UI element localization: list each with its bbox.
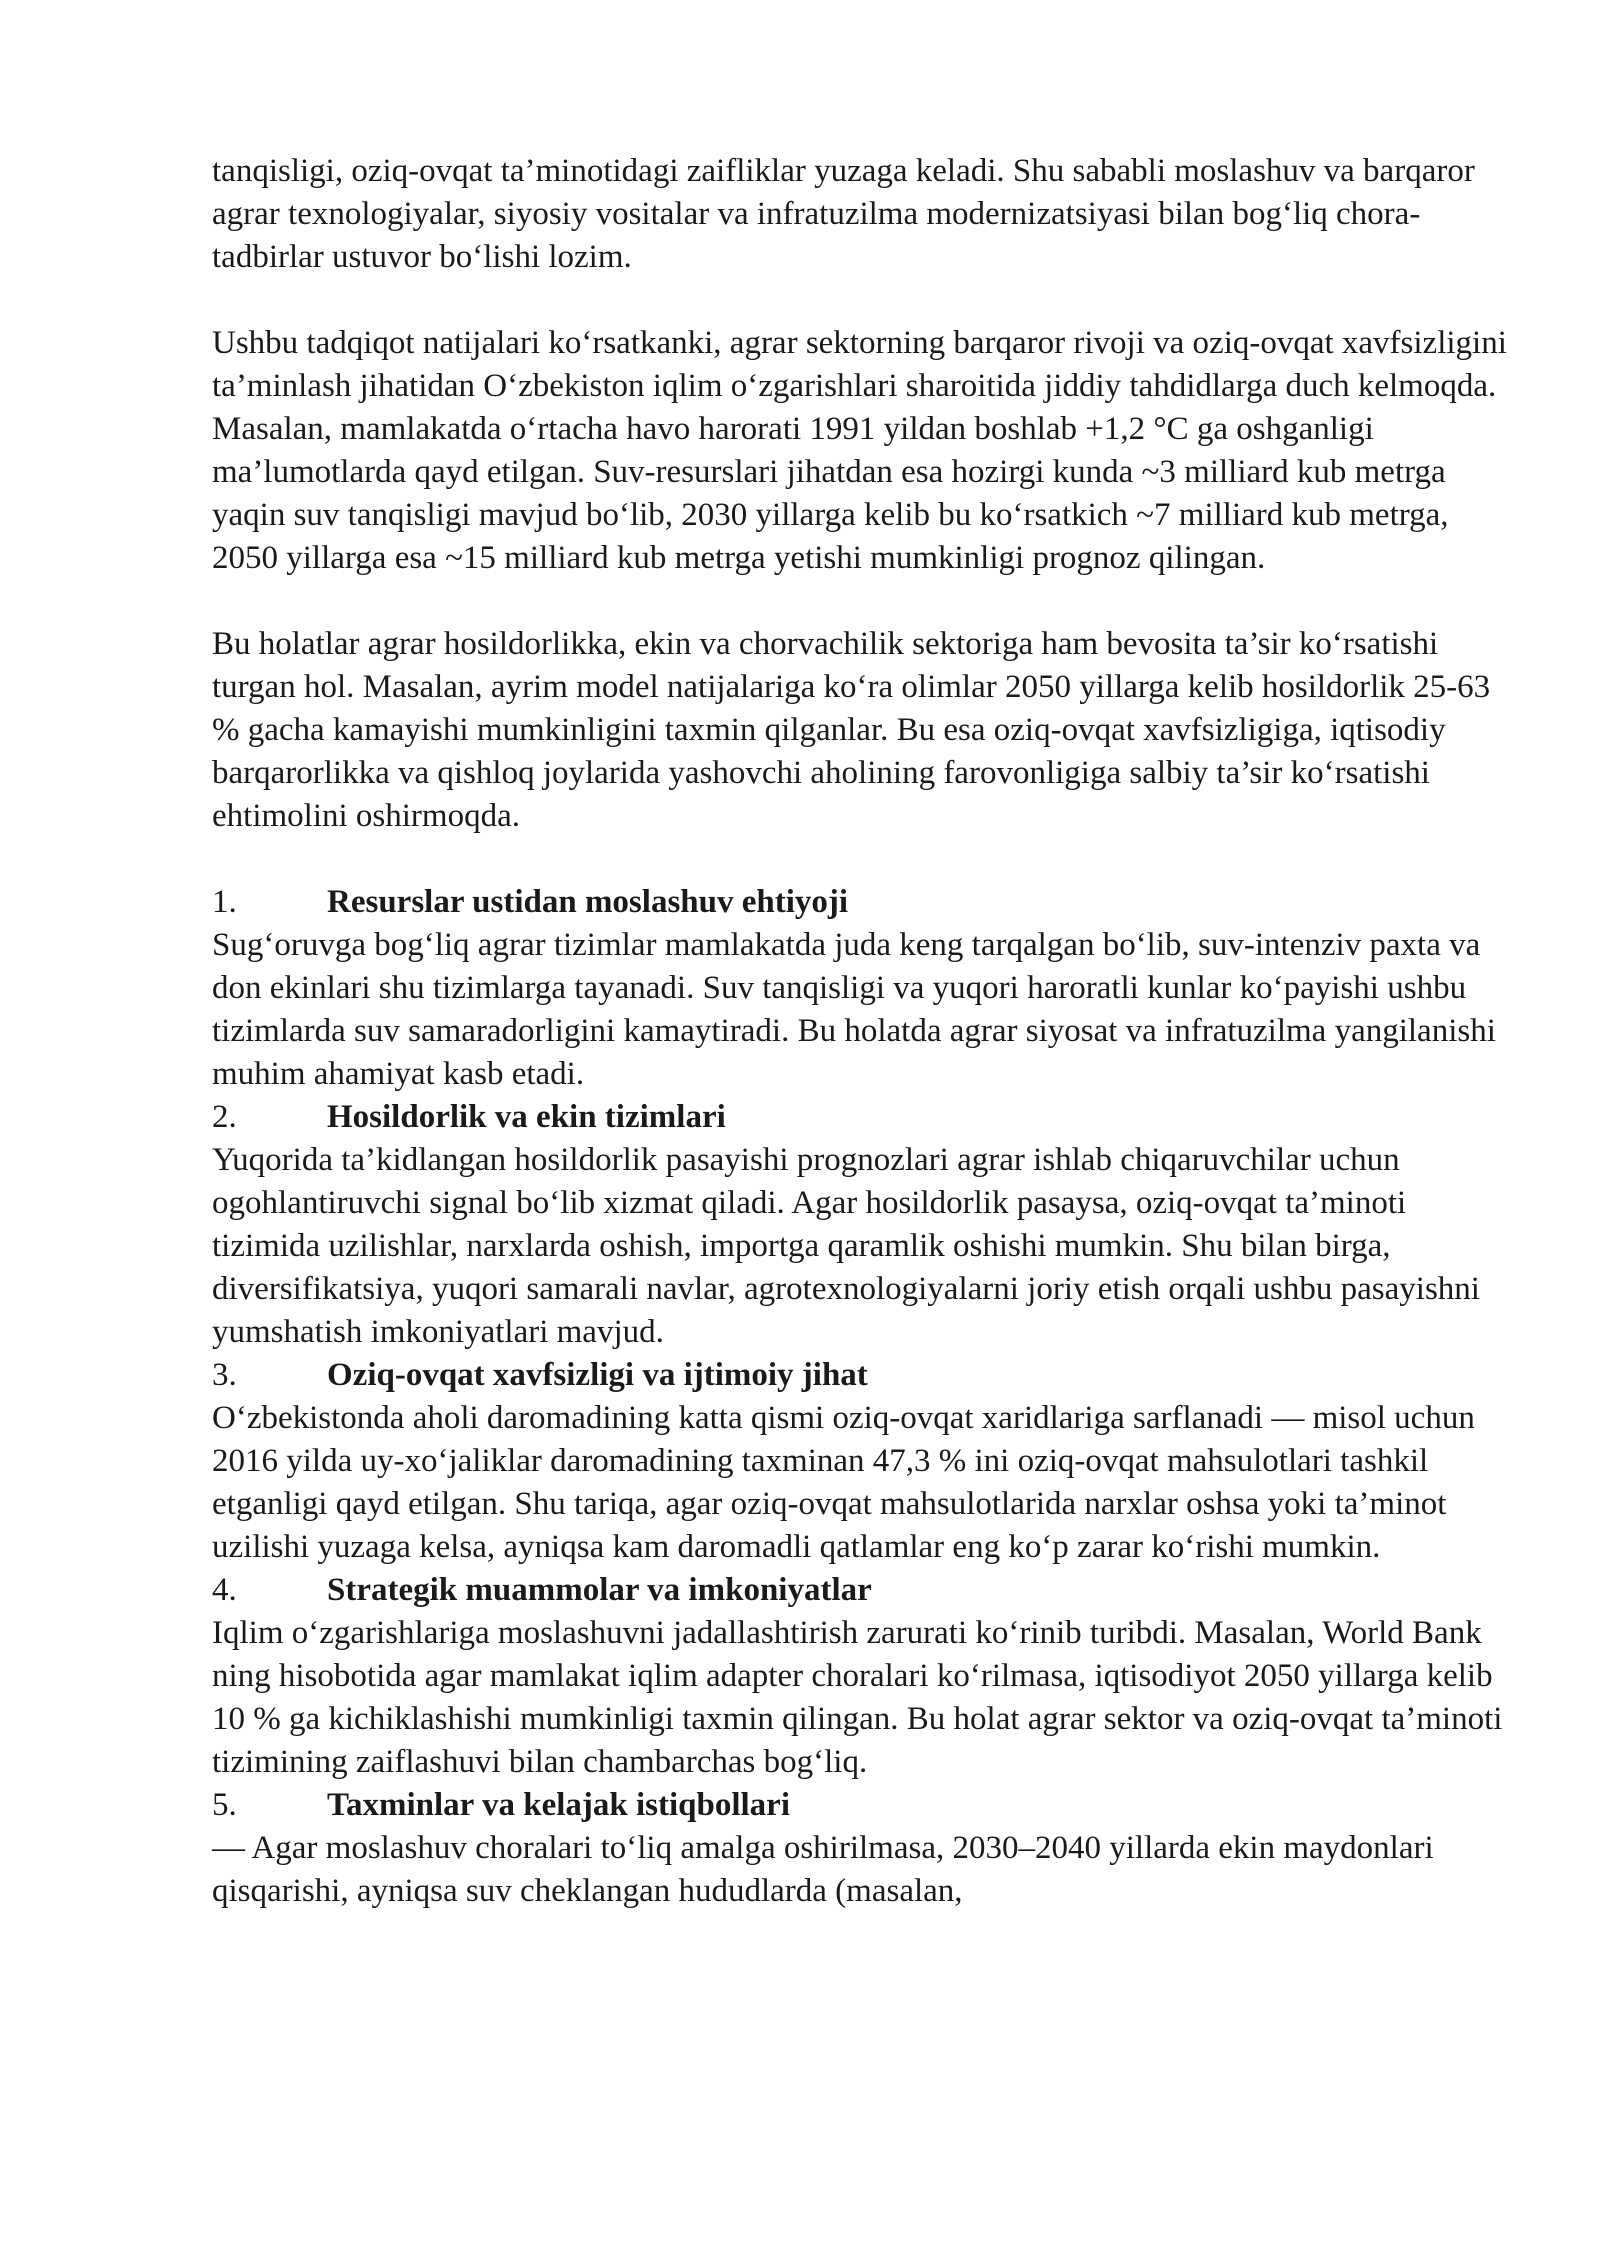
body-paragraph: Bu holatlar agrar hosildorlikka, ekin va chorvachilik sektoriga ham bevosita ta’sir ko‘rsatishi turgan hol. Masalan, ayrim model natijalariga ko‘ra olimlar 2050 yillarga kelib hosildorlik 25-63 % gacha kamayishi mumkinligini taxmin qilganlar. Bu esa oziq-ovqat xavfsizligiga, iqtisodiy barqarorlikka va qishloq joylarida yashovchi aholining farovonligiga salbiy ta’sir ko‘rsatishi ehtimolini oshirmoqda. <box>212 626 1491 834</box>
body-paragraph: tanqisligi, oziq-ovqat ta’minotidagi zaifliklar yuzaga keladi. Shu sababli moslashuv va barqaror agrar texnologiyalar, siyosiy vositalar va infratuzilma modernizatsiyasi bilan bog‘liq chora-tadbirlar ustuvor bo‘lishi lozim. <box>212 153 1475 275</box>
section-body: Iqlim o‘zgarishlariga moslashuvni jadallashtirish zarurati ko‘rinib turibdi. Masalan, World Bank ning hisobotida agar mamlakat iqlim adapter choralari ko‘rilmasa, iqtisodiyot 2050 yillarga kelib 10 % ga kichiklashishi mumkinligi taxmin qilingan. Bu holat agrar sektor va oziq-ovqat ta’minoti tizimining zaiflashuvi bilan chambarchas bog‘liq. <box>212 1615 1503 1780</box>
section-title: Strategik muammolar va imkoniyatlar <box>327 1572 872 1608</box>
numbered-section <box>212 1784 1512 1913</box>
section-title: Resurslar ustidan moslashuv ehtiyoji <box>327 884 849 920</box>
section-body: Sug‘oruvga bog‘liq agrar tizimlar mamlakatda juda keng tarqalgan bo‘lib, suv-intenziv paxta va don ekinlari shu tizimlarga tayanadi. Suv tanqisligi va yuqori haroratli kunlar ko‘payishi ushbu tizimlarda suv samaradorligini kamaytiradi. Bu holatda agrar siyosat va infratuzilma yangilanishi muhim ahamiyat kasb etadi. <box>212 927 1496 1092</box>
section-number: 5. <box>212 1787 237 1823</box>
section-body: O‘zbekistonda aholi daromadining katta qismi oziq-ovqat xaridlariga sarflanadi — misol uchun 2016 yilda uy-xo‘jaliklar daromadining taxminan 47,3 % ini oziq-ovqat mahsulotlari tashkil etganligi qayd etilgan. Shu tariqa, agar oziq-ovqat mahsulotlarida narxlar oshsa yoki ta’minot uzilishi yuzaga kelsa, ayniqsa kam daromadli qatlamlar eng ko‘p zarar ko‘rishi mumkin. <box>212 1400 1475 1565</box>
section-heading <box>212 1569 1512 1612</box>
section-title: Taxminlar va kelajak istiqbollari <box>327 1787 790 1823</box>
section-number: 2. <box>212 1099 237 1135</box>
numbered-section <box>212 1569 1512 1784</box>
numbered-section <box>212 881 1512 1096</box>
section-heading <box>212 1096 1512 1139</box>
section-heading <box>212 1784 1512 1827</box>
section-heading <box>212 881 1512 924</box>
section-number: 3. <box>212 1357 237 1393</box>
section-body: — Agar moslashuv choralari to‘liq amalga oshirilmasa, 2030–2040 yillarda ekin maydonlari qisqarishi, ayniqsa suv cheklangan hududlarda (masalan, <box>212 1830 1434 1909</box>
section-heading <box>212 1354 1512 1397</box>
section-number: 4. <box>212 1572 237 1608</box>
numbered-section <box>212 1096 1512 1354</box>
section-title: Oziq-ovqat xavfsizligi va ijtimoiy jihat <box>327 1357 868 1393</box>
section-body: Yuqorida ta’kidlangan hosildorlik pasayishi prognozlari agrar ishlab chiqaruvchilar uchun ogohlantiruvchi signal bo‘lib xizmat qiladi. Agar hosildorlik pasaysa, oziq-ovqat ta’minoti tizimida uzilishlar, narxlarda oshish, importga qaramlik oshishi mumkin. Shu bilan birga, diversifikatsiya, yuqori samarali navlar, agrotexnologiyalarni joriy etish orqali ushbu pasayishni yumshatish imkoniyatlari mavjud. <box>212 1142 1480 1350</box>
body-paragraph: Ushbu tadqiqot natijalari ko‘rsatkanki, agrar sektorning barqaror rivoji va oziq-ovqat xavfsizligini ta’minlash jihatidan O‘zbekiston iqlim o‘zgarishlari sharoitida jiddiy tahdidlarga duch kelmoqda. Masalan, mamlakatda o‘rtacha havo harorati 1991 yildan boshlab +1,2 °C ga oshganligi ma’lumotlarda qayd etilgan. Suv-resurslari jihatdan esa hozirgi kunda ~3 milliard kub metrga yaqin suv tanqisligi mavjud bo‘lib, 2030 yillarga kelib bu ko‘rsatkich ~7 milliard kub metrga, 2050 yillarga esa ~15 milliard kub metrga yetishi mumkinligi prognoz qilingan. <box>212 325 1507 576</box>
document-page <box>212 150 1512 1913</box>
numbered-section <box>212 1354 1512 1569</box>
section-number: 1. <box>212 884 237 920</box>
section-title: Hosildorlik va ekin tizimlari <box>327 1099 726 1135</box>
